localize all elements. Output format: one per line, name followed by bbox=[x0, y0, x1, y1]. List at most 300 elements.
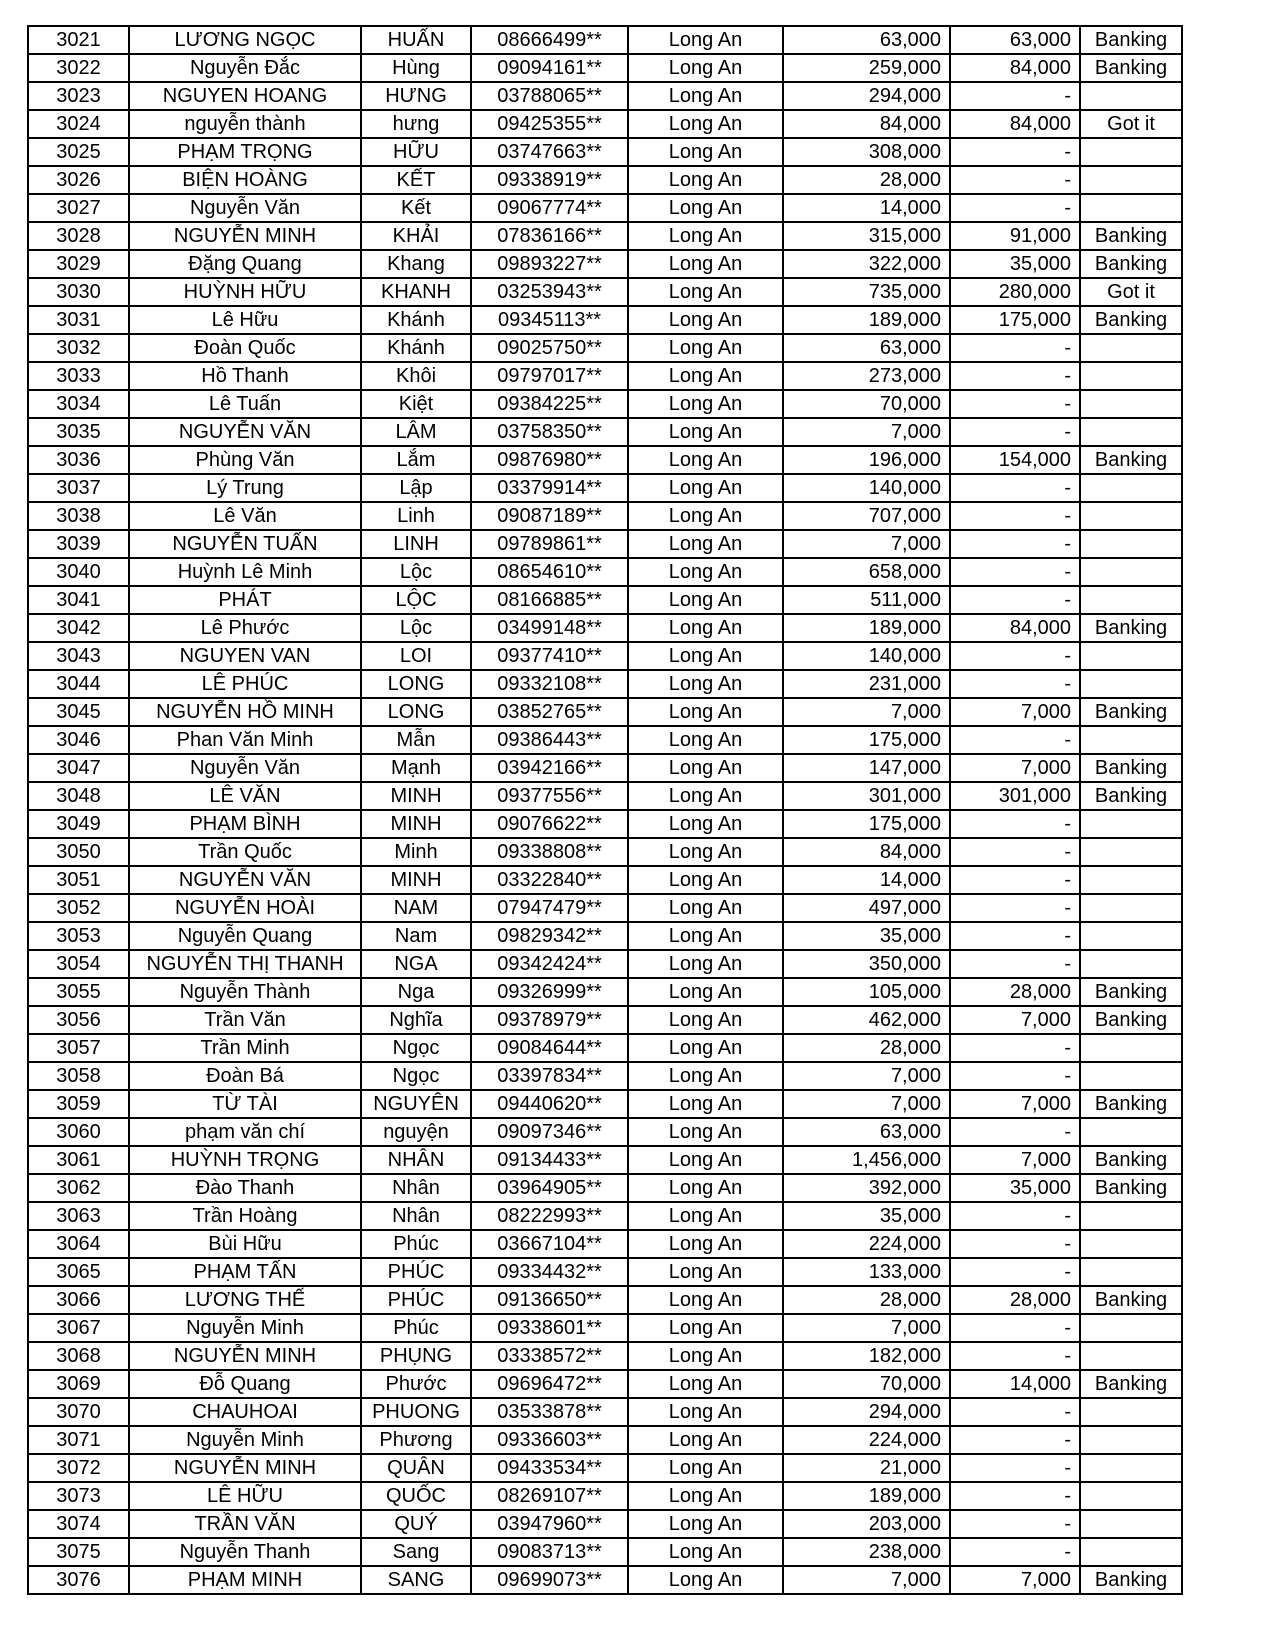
province-cell: Long An bbox=[628, 1258, 783, 1286]
given-name-cell: MINH bbox=[361, 810, 471, 838]
given-name-cell: Phương bbox=[361, 1426, 471, 1454]
phone-cell: 09377410** bbox=[471, 642, 628, 670]
paid-cell: 91,000 bbox=[950, 222, 1080, 250]
family-name-cell: NGUYỄN TUẤN bbox=[129, 530, 361, 558]
table-row bbox=[28, 642, 1182, 670]
amount-cell: 133,000 bbox=[783, 1258, 950, 1286]
paid-cell: - bbox=[950, 194, 1080, 222]
family-name-cell: PHÁT bbox=[129, 586, 361, 614]
amount-cell: 140,000 bbox=[783, 474, 950, 502]
row-number-cell: 3053 bbox=[28, 922, 129, 950]
row-number-cell: 3027 bbox=[28, 194, 129, 222]
family-name-cell: Phan Văn Minh bbox=[129, 726, 361, 754]
table-row bbox=[28, 1202, 1182, 1230]
row-number-cell: 3021 bbox=[28, 26, 129, 54]
given-name-cell: Kết bbox=[361, 194, 471, 222]
table-row bbox=[28, 54, 1182, 82]
row-number-cell: 3025 bbox=[28, 138, 129, 166]
method-cell: Got it bbox=[1080, 278, 1182, 306]
data-table bbox=[27, 25, 1183, 1595]
given-name-cell: HỮU bbox=[361, 138, 471, 166]
table-row bbox=[28, 754, 1182, 782]
amount-cell: 14,000 bbox=[783, 194, 950, 222]
table-row bbox=[28, 1146, 1182, 1174]
row-number-cell: 3060 bbox=[28, 1118, 129, 1146]
province-cell: Long An bbox=[628, 1174, 783, 1202]
province-cell: Long An bbox=[628, 698, 783, 726]
given-name-cell: QUỐC bbox=[361, 1482, 471, 1510]
row-number-cell: 3030 bbox=[28, 278, 129, 306]
phone-cell: 09338808** bbox=[471, 838, 628, 866]
paid-cell: - bbox=[950, 530, 1080, 558]
method-cell: Banking bbox=[1080, 306, 1182, 334]
method-cell bbox=[1080, 1062, 1182, 1090]
row-number-cell: 3051 bbox=[28, 866, 129, 894]
given-name-cell: Khang bbox=[361, 250, 471, 278]
method-cell: Banking bbox=[1080, 26, 1182, 54]
given-name-cell: Nghĩa bbox=[361, 1006, 471, 1034]
paid-cell: - bbox=[950, 1482, 1080, 1510]
family-name-cell: Nguyễn Thanh bbox=[129, 1538, 361, 1566]
family-name-cell: NGUYEN HOANG bbox=[129, 82, 361, 110]
table-row bbox=[28, 1538, 1182, 1566]
amount-cell: 658,000 bbox=[783, 558, 950, 586]
method-cell bbox=[1080, 1314, 1182, 1342]
table-row bbox=[28, 1566, 1182, 1594]
given-name-cell: PHÚC bbox=[361, 1286, 471, 1314]
method-cell bbox=[1080, 726, 1182, 754]
phone-cell: 09377556** bbox=[471, 782, 628, 810]
paid-cell: - bbox=[950, 138, 1080, 166]
method-cell bbox=[1080, 558, 1182, 586]
given-name-cell: PHÚC bbox=[361, 1258, 471, 1286]
paid-cell: - bbox=[950, 474, 1080, 502]
row-number-cell: 3024 bbox=[28, 110, 129, 138]
phone-cell: 09433534** bbox=[471, 1454, 628, 1482]
method-cell bbox=[1080, 390, 1182, 418]
table-row bbox=[28, 950, 1182, 978]
row-number-cell: 3076 bbox=[28, 1566, 129, 1594]
family-name-cell: NGUYỄN VĂN bbox=[129, 866, 361, 894]
given-name-cell: KẾT bbox=[361, 166, 471, 194]
method-cell bbox=[1080, 82, 1182, 110]
given-name-cell: NAM bbox=[361, 894, 471, 922]
paid-cell: - bbox=[950, 1258, 1080, 1286]
method-cell bbox=[1080, 362, 1182, 390]
phone-cell: 09136650** bbox=[471, 1286, 628, 1314]
family-name-cell: Trần Văn bbox=[129, 1006, 361, 1034]
phone-cell: 08654610** bbox=[471, 558, 628, 586]
row-number-cell: 3057 bbox=[28, 1034, 129, 1062]
method-cell: Banking bbox=[1080, 446, 1182, 474]
paid-cell: - bbox=[950, 1510, 1080, 1538]
given-name-cell: Linh bbox=[361, 502, 471, 530]
table-row bbox=[28, 390, 1182, 418]
phone-cell: 09076622** bbox=[471, 810, 628, 838]
method-cell: Banking bbox=[1080, 978, 1182, 1006]
table-row bbox=[28, 1090, 1182, 1118]
table-row bbox=[28, 838, 1182, 866]
family-name-cell: LÊ VĂN bbox=[129, 782, 361, 810]
phone-cell: 09378979** bbox=[471, 1006, 628, 1034]
method-cell: Banking bbox=[1080, 222, 1182, 250]
row-number-cell: 3022 bbox=[28, 54, 129, 82]
row-number-cell: 3069 bbox=[28, 1370, 129, 1398]
province-cell: Long An bbox=[628, 1286, 783, 1314]
paid-cell: - bbox=[950, 642, 1080, 670]
phone-cell: 09087189** bbox=[471, 502, 628, 530]
province-cell: Long An bbox=[628, 530, 783, 558]
province-cell: Long An bbox=[628, 110, 783, 138]
row-number-cell: 3064 bbox=[28, 1230, 129, 1258]
amount-cell: 105,000 bbox=[783, 978, 950, 1006]
method-cell bbox=[1080, 418, 1182, 446]
given-name-cell: Nam bbox=[361, 922, 471, 950]
given-name-cell: PHUONG bbox=[361, 1398, 471, 1426]
phone-cell: 09440620** bbox=[471, 1090, 628, 1118]
method-cell bbox=[1080, 334, 1182, 362]
table-row bbox=[28, 474, 1182, 502]
method-cell bbox=[1080, 1454, 1182, 1482]
amount-cell: 707,000 bbox=[783, 502, 950, 530]
amount-cell: 70,000 bbox=[783, 1370, 950, 1398]
table-row bbox=[28, 1034, 1182, 1062]
method-cell bbox=[1080, 586, 1182, 614]
paid-cell: - bbox=[950, 334, 1080, 362]
row-number-cell: 3023 bbox=[28, 82, 129, 110]
paid-cell: - bbox=[950, 418, 1080, 446]
table-row bbox=[28, 278, 1182, 306]
method-cell: Banking bbox=[1080, 1090, 1182, 1118]
row-number-cell: 3055 bbox=[28, 978, 129, 1006]
table-row bbox=[28, 726, 1182, 754]
amount-cell: 196,000 bbox=[783, 446, 950, 474]
paid-cell: 84,000 bbox=[950, 110, 1080, 138]
paid-cell: 175,000 bbox=[950, 306, 1080, 334]
paid-cell: - bbox=[950, 1342, 1080, 1370]
table-row bbox=[28, 1510, 1182, 1538]
paid-cell: 35,000 bbox=[950, 250, 1080, 278]
amount-cell: 28,000 bbox=[783, 1034, 950, 1062]
phone-cell: 03758350** bbox=[471, 418, 628, 446]
given-name-cell: Lộc bbox=[361, 614, 471, 642]
row-number-cell: 3029 bbox=[28, 250, 129, 278]
paid-cell: - bbox=[950, 82, 1080, 110]
table-row bbox=[28, 1286, 1182, 1314]
family-name-cell: Trần Hoàng bbox=[129, 1202, 361, 1230]
phone-cell: 09696472** bbox=[471, 1370, 628, 1398]
row-number-cell: 3071 bbox=[28, 1426, 129, 1454]
method-cell bbox=[1080, 474, 1182, 502]
given-name-cell: Phước bbox=[361, 1370, 471, 1398]
paid-cell: - bbox=[950, 1230, 1080, 1258]
province-cell: Long An bbox=[628, 1426, 783, 1454]
amount-cell: 84,000 bbox=[783, 110, 950, 138]
method-cell: Banking bbox=[1080, 54, 1182, 82]
province-cell: Long An bbox=[628, 1538, 783, 1566]
table-row bbox=[28, 1062, 1182, 1090]
paid-cell: 84,000 bbox=[950, 614, 1080, 642]
amount-cell: 7,000 bbox=[783, 530, 950, 558]
family-name-cell: Đặng Quang bbox=[129, 250, 361, 278]
row-number-cell: 3036 bbox=[28, 446, 129, 474]
province-cell: Long An bbox=[628, 138, 783, 166]
province-cell: Long An bbox=[628, 1566, 783, 1594]
family-name-cell: NGUYỄN HOÀI bbox=[129, 894, 361, 922]
table-row bbox=[28, 1006, 1182, 1034]
paid-cell: - bbox=[950, 810, 1080, 838]
amount-cell: 294,000 bbox=[783, 1398, 950, 1426]
paid-cell: 84,000 bbox=[950, 54, 1080, 82]
province-cell: Long An bbox=[628, 558, 783, 586]
amount-cell: 273,000 bbox=[783, 362, 950, 390]
amount-cell: 28,000 bbox=[783, 1286, 950, 1314]
given-name-cell: nguyện bbox=[361, 1118, 471, 1146]
province-cell: Long An bbox=[628, 670, 783, 698]
province-cell: Long An bbox=[628, 1090, 783, 1118]
province-cell: Long An bbox=[628, 222, 783, 250]
phone-cell: 09332108** bbox=[471, 670, 628, 698]
province-cell: Long An bbox=[628, 1398, 783, 1426]
method-cell bbox=[1080, 138, 1182, 166]
paid-cell: 7,000 bbox=[950, 1566, 1080, 1594]
table-row bbox=[28, 1118, 1182, 1146]
row-number-cell: 3074 bbox=[28, 1510, 129, 1538]
paid-cell: 7,000 bbox=[950, 698, 1080, 726]
method-cell bbox=[1080, 194, 1182, 222]
row-number-cell: 3039 bbox=[28, 530, 129, 558]
family-name-cell: Lê Phước bbox=[129, 614, 361, 642]
amount-cell: 175,000 bbox=[783, 810, 950, 838]
family-name-cell: Phùng Văn bbox=[129, 446, 361, 474]
row-number-cell: 3038 bbox=[28, 502, 129, 530]
amount-cell: 35,000 bbox=[783, 1202, 950, 1230]
family-name-cell: TRẦN VĂN bbox=[129, 1510, 361, 1538]
province-cell: Long An bbox=[628, 82, 783, 110]
amount-cell: 63,000 bbox=[783, 26, 950, 54]
row-number-cell: 3032 bbox=[28, 334, 129, 362]
amount-cell: 14,000 bbox=[783, 866, 950, 894]
family-name-cell: PHẠM TẤN bbox=[129, 1258, 361, 1286]
family-name-cell: Nguyễn Thành bbox=[129, 978, 361, 1006]
given-name-cell: Minh bbox=[361, 838, 471, 866]
row-number-cell: 3045 bbox=[28, 698, 129, 726]
province-cell: Long An bbox=[628, 1202, 783, 1230]
phone-cell: 09084644** bbox=[471, 1034, 628, 1062]
family-name-cell: LƯƠNG NGỌC bbox=[129, 26, 361, 54]
province-cell: Long An bbox=[628, 250, 783, 278]
amount-cell: 7,000 bbox=[783, 1314, 950, 1342]
paid-cell: - bbox=[950, 670, 1080, 698]
paid-cell: 63,000 bbox=[950, 26, 1080, 54]
province-cell: Long An bbox=[628, 922, 783, 950]
family-name-cell: Đỗ Quang bbox=[129, 1370, 361, 1398]
paid-cell: - bbox=[950, 1314, 1080, 1342]
method-cell: Banking bbox=[1080, 1146, 1182, 1174]
table-row bbox=[28, 110, 1182, 138]
amount-cell: 7,000 bbox=[783, 1062, 950, 1090]
phone-cell: 03964905** bbox=[471, 1174, 628, 1202]
method-cell bbox=[1080, 1510, 1182, 1538]
amount-cell: 63,000 bbox=[783, 334, 950, 362]
family-name-cell: PHẠM MINH bbox=[129, 1566, 361, 1594]
given-name-cell: LOI bbox=[361, 642, 471, 670]
amount-cell: 1,456,000 bbox=[783, 1146, 950, 1174]
amount-cell: 322,000 bbox=[783, 250, 950, 278]
province-cell: Long An bbox=[628, 390, 783, 418]
table-row bbox=[28, 194, 1182, 222]
phone-cell: 09342424** bbox=[471, 950, 628, 978]
row-number-cell: 3050 bbox=[28, 838, 129, 866]
row-number-cell: 3067 bbox=[28, 1314, 129, 1342]
table-row bbox=[28, 782, 1182, 810]
paid-cell: 28,000 bbox=[950, 1286, 1080, 1314]
row-number-cell: 3037 bbox=[28, 474, 129, 502]
method-cell: Got it bbox=[1080, 110, 1182, 138]
phone-cell: 09893227** bbox=[471, 250, 628, 278]
paid-cell: - bbox=[950, 1426, 1080, 1454]
province-cell: Long An bbox=[628, 950, 783, 978]
row-number-cell: 3061 bbox=[28, 1146, 129, 1174]
row-number-cell: 3047 bbox=[28, 754, 129, 782]
given-name-cell: Lộc bbox=[361, 558, 471, 586]
given-name-cell: LINH bbox=[361, 530, 471, 558]
phone-cell: 03397834** bbox=[471, 1062, 628, 1090]
phone-cell: 08666499** bbox=[471, 26, 628, 54]
paid-cell: 7,000 bbox=[950, 1006, 1080, 1034]
row-number-cell: 3059 bbox=[28, 1090, 129, 1118]
province-cell: Long An bbox=[628, 810, 783, 838]
table-row bbox=[28, 362, 1182, 390]
phone-cell: 03338572** bbox=[471, 1342, 628, 1370]
table-row bbox=[28, 810, 1182, 838]
family-name-cell: PHẠM BÌNH bbox=[129, 810, 361, 838]
row-number-cell: 3070 bbox=[28, 1398, 129, 1426]
phone-cell: 09829342** bbox=[471, 922, 628, 950]
phone-cell: 03788065** bbox=[471, 82, 628, 110]
table-row bbox=[28, 614, 1182, 642]
province-cell: Long An bbox=[628, 306, 783, 334]
row-number-cell: 3062 bbox=[28, 1174, 129, 1202]
method-cell bbox=[1080, 1482, 1182, 1510]
family-name-cell: NGUYỄN MINH bbox=[129, 1454, 361, 1482]
paid-cell: - bbox=[950, 502, 1080, 530]
table-row bbox=[28, 1230, 1182, 1258]
method-cell bbox=[1080, 670, 1182, 698]
given-name-cell: QUÝ bbox=[361, 1510, 471, 1538]
province-cell: Long An bbox=[628, 866, 783, 894]
amount-cell: 315,000 bbox=[783, 222, 950, 250]
family-name-cell: LÊ PHÚC bbox=[129, 670, 361, 698]
paid-cell: 28,000 bbox=[950, 978, 1080, 1006]
given-name-cell: Ngọc bbox=[361, 1034, 471, 1062]
row-number-cell: 3042 bbox=[28, 614, 129, 642]
table-row bbox=[28, 250, 1182, 278]
province-cell: Long An bbox=[628, 1342, 783, 1370]
family-name-cell: PHẠM TRỌNG bbox=[129, 138, 361, 166]
method-cell bbox=[1080, 950, 1182, 978]
province-cell: Long An bbox=[628, 586, 783, 614]
table-row bbox=[28, 1314, 1182, 1342]
paid-cell: - bbox=[950, 1118, 1080, 1146]
amount-cell: 259,000 bbox=[783, 54, 950, 82]
given-name-cell: MINH bbox=[361, 866, 471, 894]
given-name-cell: Nhân bbox=[361, 1202, 471, 1230]
family-name-cell: BIỆN HOÀNG bbox=[129, 166, 361, 194]
phone-cell: 09067774** bbox=[471, 194, 628, 222]
amount-cell: 350,000 bbox=[783, 950, 950, 978]
family-name-cell: nguyễn thành bbox=[129, 110, 361, 138]
amount-cell: 7,000 bbox=[783, 418, 950, 446]
paid-cell: 35,000 bbox=[950, 1174, 1080, 1202]
method-cell bbox=[1080, 866, 1182, 894]
method-cell: Banking bbox=[1080, 1174, 1182, 1202]
amount-cell: 63,000 bbox=[783, 1118, 950, 1146]
given-name-cell: Lắm bbox=[361, 446, 471, 474]
province-cell: Long An bbox=[628, 978, 783, 1006]
table-row bbox=[28, 1370, 1182, 1398]
phone-cell: 09025750** bbox=[471, 334, 628, 362]
table-row bbox=[28, 866, 1182, 894]
province-cell: Long An bbox=[628, 1006, 783, 1034]
given-name-cell: Khánh bbox=[361, 306, 471, 334]
method-cell bbox=[1080, 1426, 1182, 1454]
amount-cell: 182,000 bbox=[783, 1342, 950, 1370]
family-name-cell: NGUYỄN VĂN bbox=[129, 418, 361, 446]
table-row bbox=[28, 698, 1182, 726]
phone-cell: 09326999** bbox=[471, 978, 628, 1006]
amount-cell: 294,000 bbox=[783, 82, 950, 110]
family-name-cell: LƯƠNG THẾ bbox=[129, 1286, 361, 1314]
given-name-cell: Nhân bbox=[361, 1174, 471, 1202]
amount-cell: 224,000 bbox=[783, 1426, 950, 1454]
given-name-cell: HUẤN bbox=[361, 26, 471, 54]
method-cell: Banking bbox=[1080, 698, 1182, 726]
paid-cell: 280,000 bbox=[950, 278, 1080, 306]
province-cell: Long An bbox=[628, 502, 783, 530]
method-cell bbox=[1080, 1202, 1182, 1230]
amount-cell: 21,000 bbox=[783, 1454, 950, 1482]
table-row bbox=[28, 922, 1182, 950]
province-cell: Long An bbox=[628, 1370, 783, 1398]
given-name-cell: LỘC bbox=[361, 586, 471, 614]
paid-cell: - bbox=[950, 362, 1080, 390]
phone-cell: 09338919** bbox=[471, 166, 628, 194]
paid-cell: - bbox=[950, 390, 1080, 418]
phone-cell: 03379914** bbox=[471, 474, 628, 502]
method-cell bbox=[1080, 894, 1182, 922]
table-row bbox=[28, 26, 1182, 54]
paid-cell: 14,000 bbox=[950, 1370, 1080, 1398]
given-name-cell: KHẢI bbox=[361, 222, 471, 250]
phone-cell: 03322840** bbox=[471, 866, 628, 894]
province-cell: Long An bbox=[628, 334, 783, 362]
amount-cell: 7,000 bbox=[783, 1566, 950, 1594]
family-name-cell: Lê Văn bbox=[129, 502, 361, 530]
given-name-cell: Hùng bbox=[361, 54, 471, 82]
amount-cell: 224,000 bbox=[783, 1230, 950, 1258]
amount-cell: 735,000 bbox=[783, 278, 950, 306]
family-name-cell: Trần Quốc bbox=[129, 838, 361, 866]
method-cell: Banking bbox=[1080, 1566, 1182, 1594]
phone-cell: 09789861** bbox=[471, 530, 628, 558]
phone-cell: 03499148** bbox=[471, 614, 628, 642]
province-cell: Long An bbox=[628, 26, 783, 54]
given-name-cell: Kiệt bbox=[361, 390, 471, 418]
paid-cell: - bbox=[950, 166, 1080, 194]
row-number-cell: 3063 bbox=[28, 1202, 129, 1230]
province-cell: Long An bbox=[628, 1146, 783, 1174]
